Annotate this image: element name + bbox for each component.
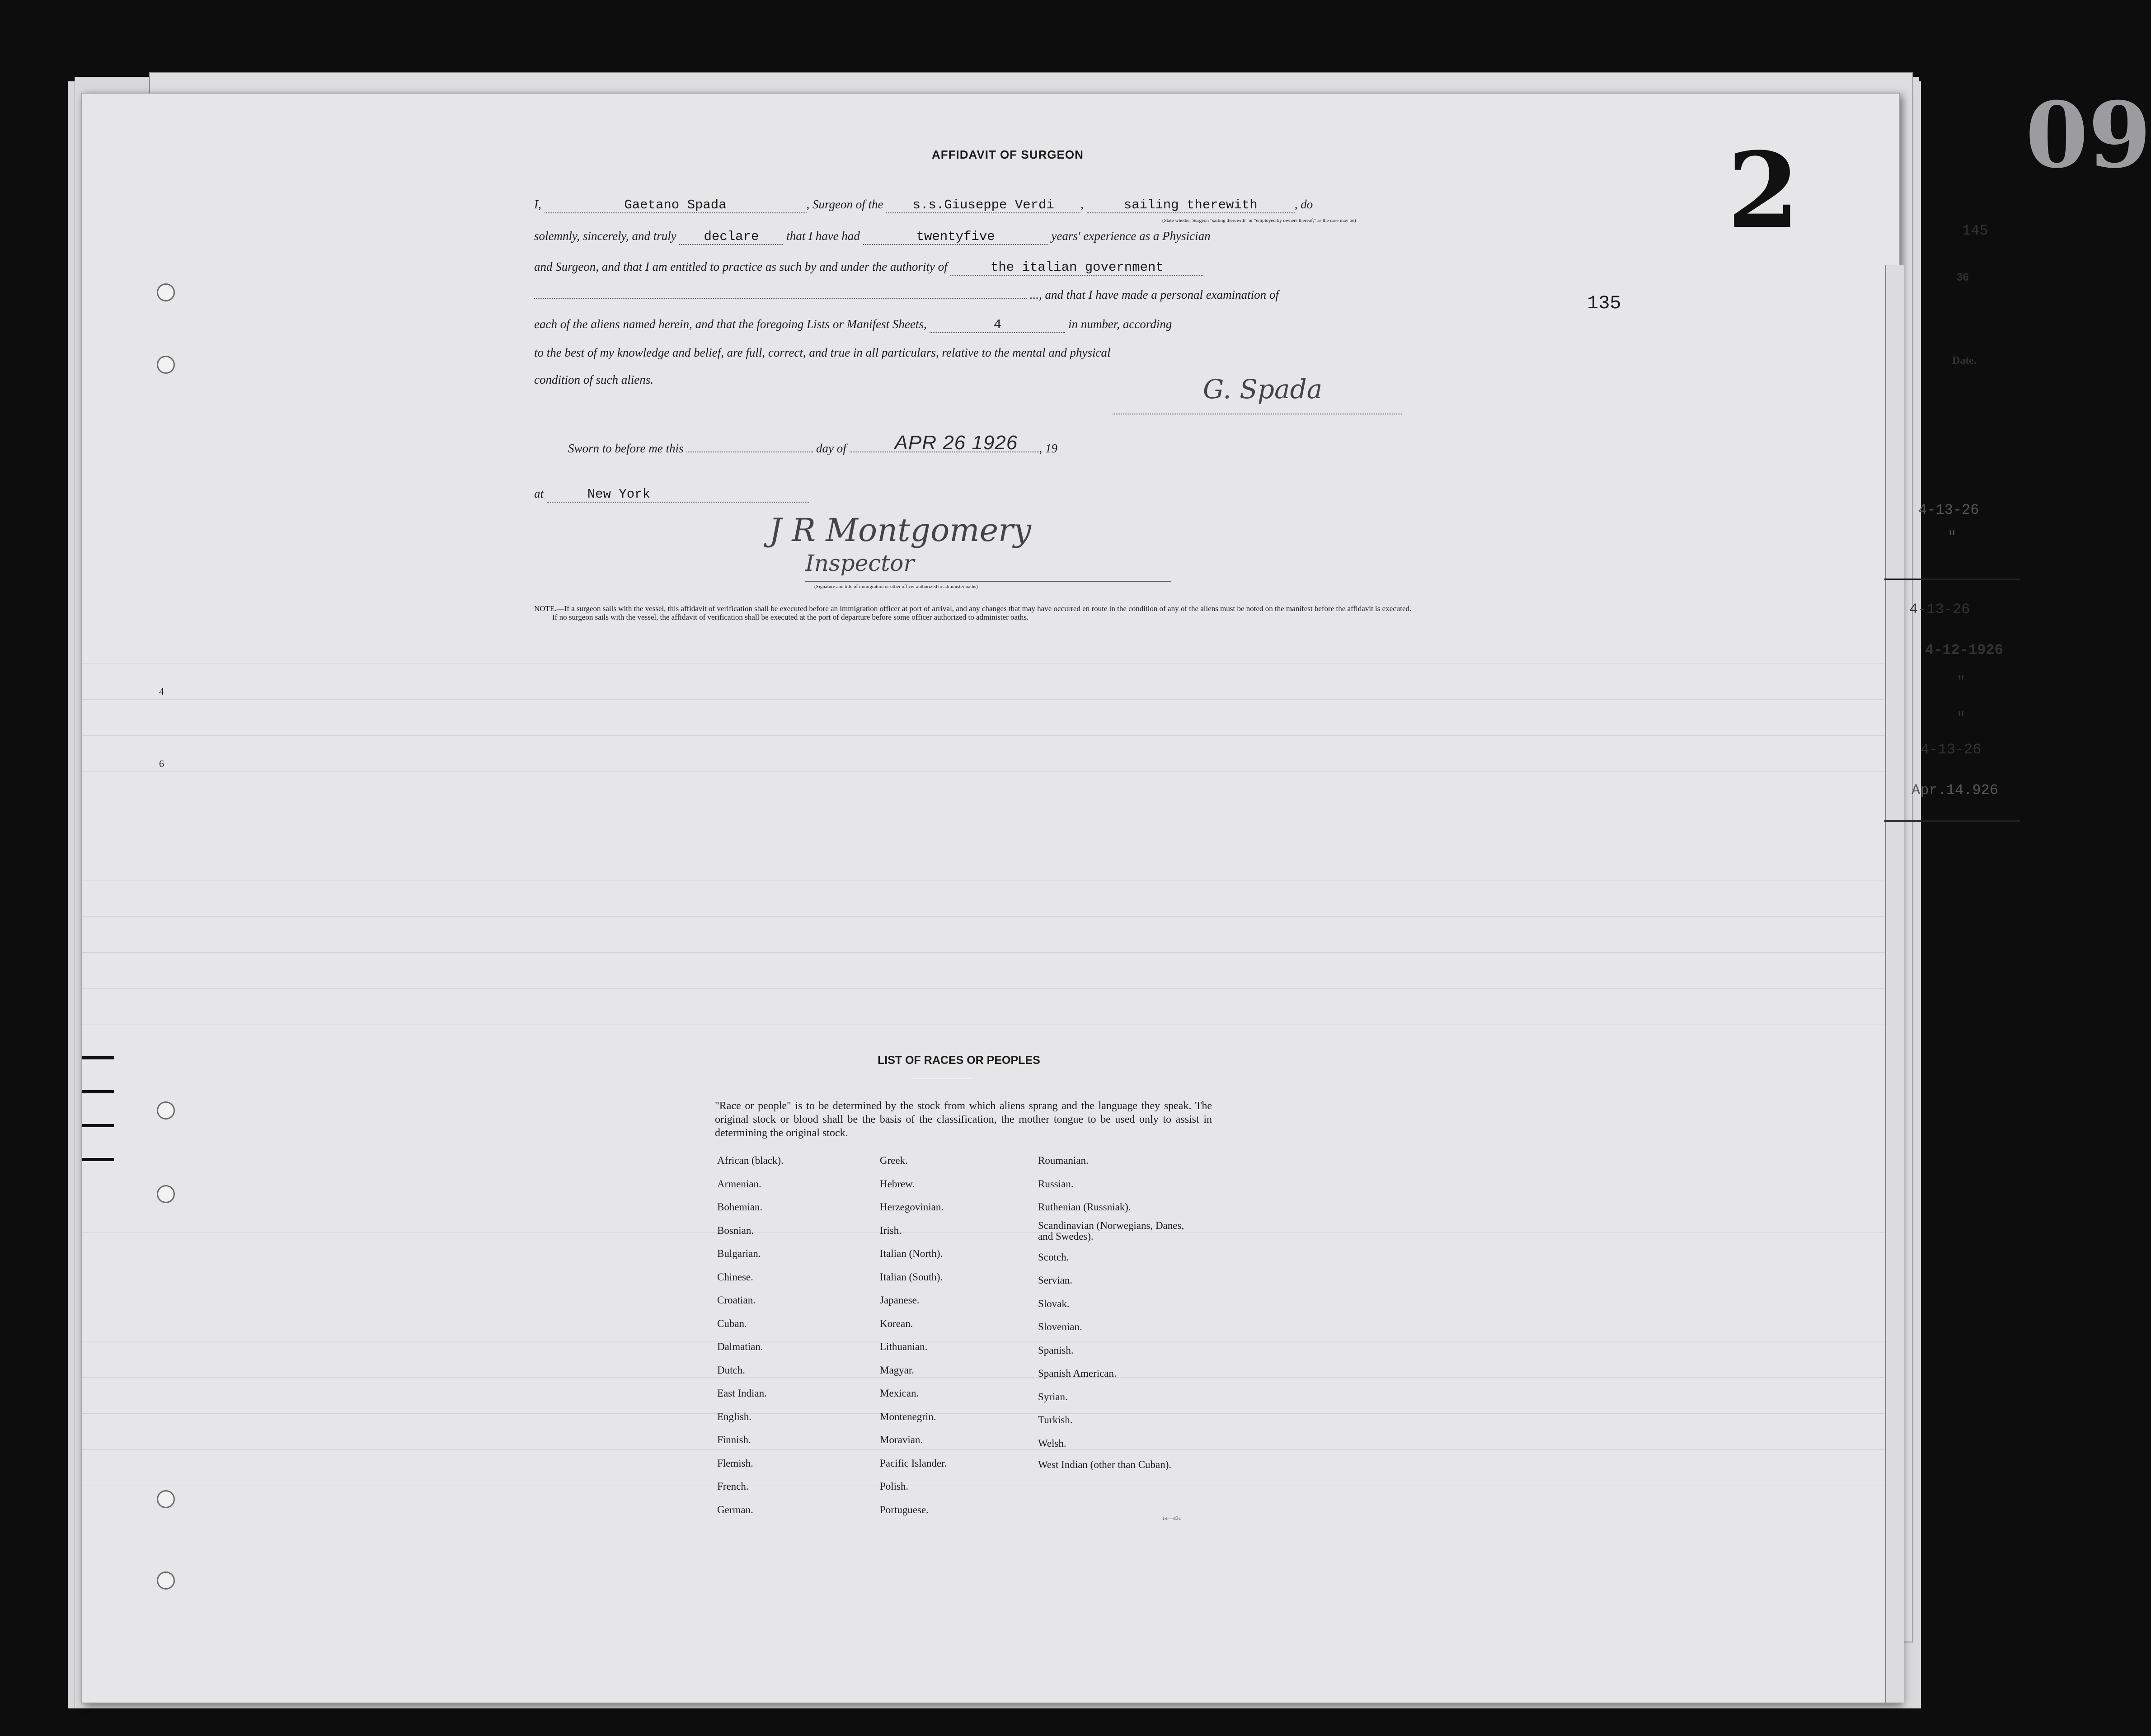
race-item: Bosnian. (717, 1224, 754, 1236)
affidavit-line-5: each of the aliens named herein, and that the foregoing Lists or Manifest Sheets, 4 in number, according (534, 317, 1172, 332)
date-entry: " (1957, 710, 1966, 726)
note-paragraph-2: If no surgeon sails with the vessel, the affidavit of verification shall be executed at the port of departure before some officer authorized to administer oaths. (552, 613, 1029, 621)
date-entry: 4-13-26 (1909, 601, 1970, 618)
affidavit-line-7: condition of such aliens. (534, 373, 653, 386)
sailing-status-note: (State whether Surgeon "sailing therewith" or "employed by owners thereof," as the case may be) (1162, 218, 1356, 223)
race-item: Scandinavian (Norwegians, Danes, and Swedes). (1038, 1219, 1184, 1242)
inspector-title: Inspector (805, 550, 915, 576)
race-item: Hebrew. (880, 1178, 915, 1190)
affidavit-line-1: I, Gaetano Spada , Surgeon of the s.s.Giuseppe Verdi , sailing therewith , do (534, 198, 1313, 212)
race-item: Armenian. (717, 1178, 761, 1190)
races-title: LIST OF RACES OR PEOPLES (878, 1054, 1040, 1067)
number-145: 145 (1962, 222, 1988, 239)
race-item: English. (717, 1411, 752, 1422)
date-entry: 4-13-26 (1918, 502, 1979, 518)
note-paragraph-1: NOTE.—If a surgeon sails with the vessel, this affidavit of verification shall be executed before an immigration officer at port of arrival, and any changes that may have occurred en route in the condition of any of the aliens must be noted on the manifest before the affidavit is executed. (534, 604, 1412, 613)
race-item: Turkish. (1038, 1414, 1073, 1425)
manifest-sheet-count: 4 (930, 317, 1065, 333)
race-item: Italian (North). (880, 1248, 943, 1259)
binder-hole (157, 1490, 175, 1508)
affidavit-page (81, 93, 1900, 1703)
race-item: Irish. (880, 1224, 902, 1236)
race-item: Dutch. (717, 1364, 745, 1376)
declare-word: declare (679, 229, 783, 245)
race-item: Pacific Islander. (880, 1457, 947, 1469)
race-item: Italian (South). (880, 1271, 943, 1283)
margin-tab (82, 1158, 114, 1161)
authority: the italian government (950, 260, 1203, 276)
binder-hole (157, 1185, 175, 1203)
races-column-2 (880, 1149, 947, 1521)
sailing-status: sailing therewith (1087, 198, 1295, 213)
race-item: Ruthenian (Russniak). (1038, 1201, 1131, 1213)
race-item: Lithuanian. (880, 1341, 928, 1352)
race-item: East Indian. (717, 1388, 767, 1399)
race-item: Herzegovinian. (880, 1201, 944, 1213)
race-item: Mexican. (880, 1388, 919, 1399)
races-column-1 (717, 1149, 784, 1521)
date-entry: 4-13-26 (1921, 741, 1982, 758)
race-item: Roumanian. (1038, 1155, 1089, 1166)
margin-tab (82, 1090, 114, 1093)
race-item: German. (717, 1504, 753, 1515)
race-item: Russian. (1038, 1178, 1074, 1190)
race-item: Japanese. (880, 1294, 920, 1306)
race-item: African (black). (717, 1155, 784, 1166)
sworn-line: Sworn to before me this day of APR 26 1926 , 19 (568, 432, 1057, 455)
years-experience: twentyfive (863, 229, 1048, 245)
binder-hole (157, 356, 175, 374)
race-item: Welsh. (1038, 1437, 1066, 1449)
place: New York (547, 487, 809, 503)
date-column-rule (1884, 579, 2020, 580)
race-item: Korean. (880, 1317, 913, 1329)
race-item: Montenegrin. (880, 1411, 936, 1422)
race-item: Flemish. (717, 1457, 753, 1469)
race-item: Magyar. (880, 1364, 915, 1376)
affidavit-line-4: ..., and that I have made a personal examination of (534, 288, 1279, 302)
surgeon-name: Gaetano Spada (545, 198, 807, 213)
race-item: Scotch. (1038, 1251, 1069, 1263)
date-entry: " (1948, 529, 1957, 546)
affidavit-line-3: and Surgeon, and that I am entitled to practice as such by and under the authority of the italian government (534, 260, 1203, 276)
inspector-signature-line (805, 581, 1171, 582)
form-number: 14—431 (1162, 1515, 1181, 1521)
sheet-number-135: 135 (1587, 292, 1621, 314)
race-item: Slovak. (1038, 1298, 1070, 1309)
page-edge (1885, 265, 1904, 1703)
affidavit-note (534, 604, 1438, 621)
races-intro: "Race or people" is to be determined by the stock from which aliens sprang and the language they speak. The original stock or blood shall be the basis of the classification, the mother tongue to be used only to assist in determining the original stock. (715, 1100, 1212, 1139)
row-number-6: 6 (159, 758, 164, 769)
column-number-36: 36 (1957, 271, 1969, 283)
vessel-name: s.s.Giuseppe Verdi (886, 198, 1080, 213)
sheet-stamp-number: 2 (1727, 130, 1800, 252)
margin-tab (82, 1124, 114, 1127)
inspector-signature: J R Montgomery (769, 512, 1032, 549)
binder-hole (157, 283, 175, 301)
race-item: Syrian. (1038, 1391, 1068, 1402)
race-item: Portuguese. (880, 1504, 929, 1515)
race-item: Polish. (880, 1481, 909, 1492)
date-stamp: APR 26 1926 (894, 432, 1018, 454)
row-number-4: 4 (159, 686, 164, 697)
affidavit-line-6: to the best of my knowledge and belief, are full, correct, and true in all particulars, relative to the mental and physical (534, 346, 1111, 359)
race-item: Slovenian. (1038, 1321, 1082, 1332)
binder-hole (157, 1101, 175, 1120)
at-line: at New York (534, 487, 809, 503)
race-item: Spanish. (1038, 1344, 1074, 1356)
binder-hole (157, 1571, 175, 1590)
race-item: Cuban. (717, 1317, 747, 1329)
race-item: Servian. (1038, 1275, 1073, 1286)
races-column-3 (1038, 1149, 1201, 1470)
affidavit-line-2: solemnly, sincerely, and truly declare that I have had twentyfive years' experience as a Physician (534, 229, 1211, 244)
race-item: Bulgarian. (717, 1248, 761, 1259)
race-item: Finnish. (717, 1434, 751, 1445)
date-entry: " (1957, 673, 1966, 690)
race-item: Spanish American. (1038, 1368, 1117, 1379)
race-item: Greek. (880, 1155, 908, 1166)
faint-page-number: 09 (2025, 82, 2151, 188)
surgeon-signature: G. Spada (1203, 374, 1323, 405)
date-entry: Apr.14.926 (1911, 782, 1999, 799)
race-item: French. (717, 1481, 749, 1492)
race-item: Bohemian. (717, 1201, 763, 1213)
date-column-rule (1884, 820, 2020, 822)
race-item: Moravian. (880, 1434, 923, 1445)
race-item: Croatian. (717, 1294, 756, 1306)
race-item: West Indian (other than Cuban). (1038, 1459, 1172, 1470)
date-column-header: Date. (1952, 355, 1977, 367)
race-item: Chinese. (717, 1271, 753, 1283)
race-item: Dalmatian. (717, 1341, 763, 1352)
affidavit-title: AFFIDAVIT OF SURGEON (932, 148, 1084, 161)
margin-tab (82, 1056, 114, 1059)
signature-caption: (Signature and title of immigration or other officer authorized to administer oaths) (814, 584, 978, 589)
date-entry: 4-12-1926 (1925, 642, 2003, 659)
